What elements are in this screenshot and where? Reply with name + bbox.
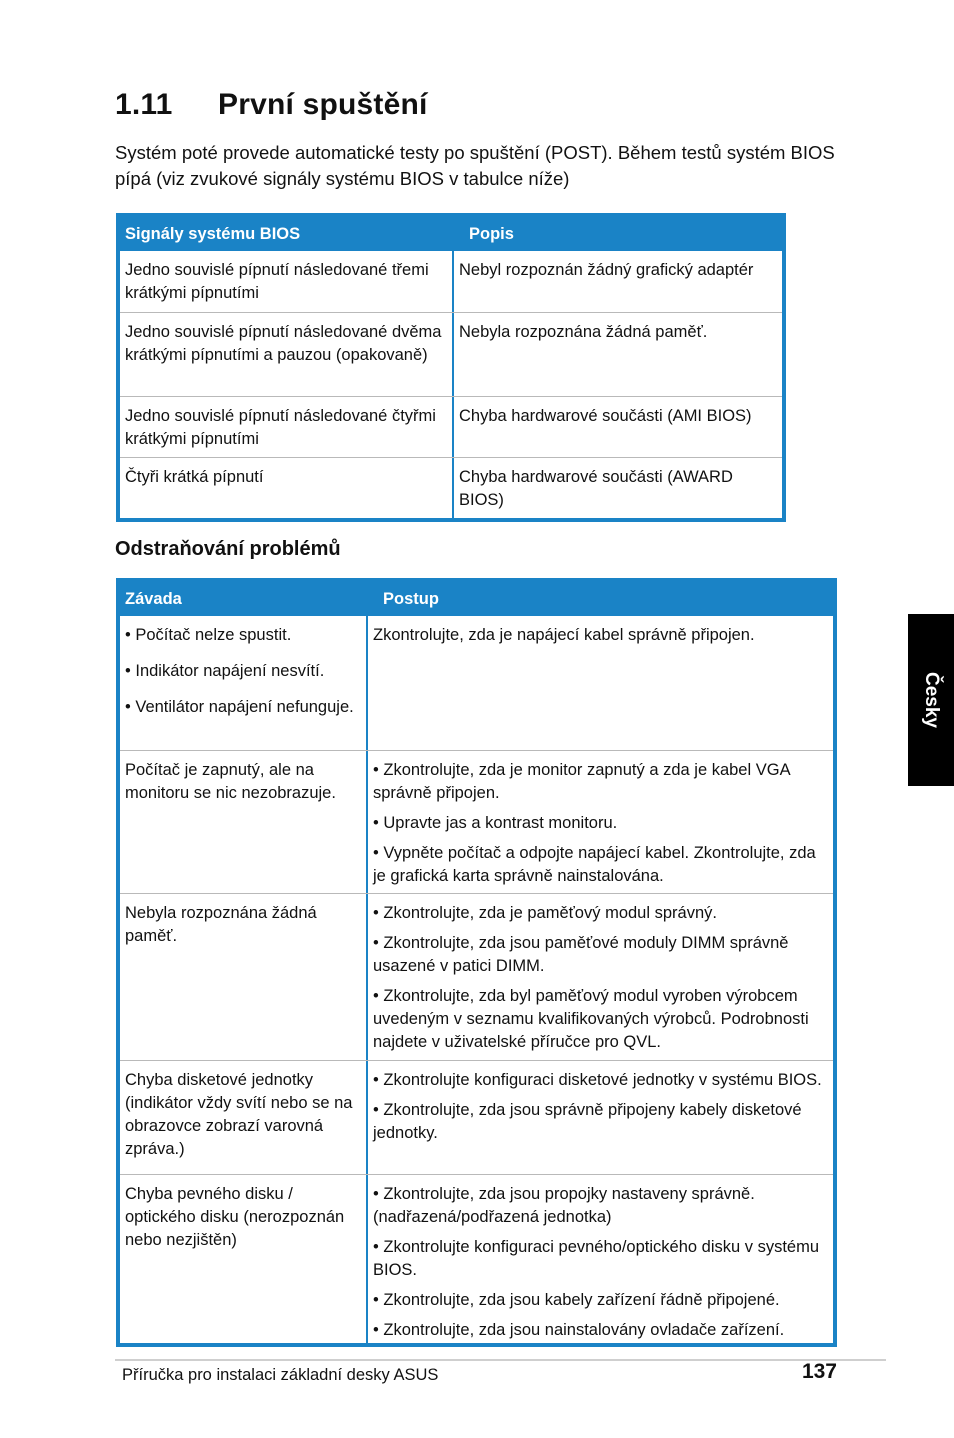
language-label: Česky [921, 672, 942, 728]
table-row [120, 750, 833, 893]
intro-paragraph: Systém poté provede automatické testy po spuštění (POST). Během testů systém BIOS pípá (viz zvukové signály systému BIOS v tabulce níže) [115, 142, 835, 189]
footer-divider [115, 1359, 886, 1361]
table-row [120, 312, 782, 396]
table-row [120, 1174, 833, 1343]
step-item: • Zkontrolujte, zda jsou propojky nastaveny správně. (nadřazená/podřazená jednotka) [373, 1185, 755, 1226]
step-item: • Zkontrolujte konfiguraci disketové jednotky v systému BIOS. [373, 1071, 822, 1089]
troubleshooting-table [116, 578, 837, 1347]
column-header: Postup [383, 589, 439, 608]
beep-description: Nebyl rozpoznán žádný grafický adaptér [459, 261, 754, 279]
table-body [120, 251, 782, 518]
step-item: • Upravte jas a kontrast monitoru. [373, 814, 618, 832]
fault-item: Chyba pevného disku / optického disku (nerozpoznán nebo nezjištěn) [125, 1185, 345, 1249]
beep-signal: Jedno souvislé pípnutí následované čtyřmi krátkými pípnutími [120, 397, 454, 457]
fault-cell [120, 1061, 368, 1174]
steps-cell [368, 894, 833, 1060]
fault-item: Nebyla rozpoznána žádná paměť. [125, 904, 317, 945]
column-header: Signály systému BIOS [125, 224, 301, 243]
table-row [120, 457, 782, 518]
section-title: První spuštění [218, 88, 428, 121]
step-item: • Zkontrolujte konfiguraci pevného/optického disku v systému BIOS. [373, 1238, 820, 1279]
fault-item: Počítač je zapnutý, ale na monitoru se nic nezobrazuje. [125, 761, 336, 802]
step-item: • Vypněte počítač a odpojte napájecí kabel. Zkontrolujte, zda je grafická karta správně nainstalována. [373, 844, 816, 885]
table-row [120, 616, 833, 750]
step-item: • Zkontrolujte, zda jsou paměťové moduly DIMM správně usazené v patici DIMM. [373, 934, 789, 975]
beep-signal: Jedno souvislé pípnutí následované třemi krátkými pípnutími [120, 251, 454, 312]
fault-item: • Indikátor napájení nesvítí. [125, 662, 325, 680]
table-row [120, 1060, 833, 1174]
step-item: • Zkontrolujte, zda je monitor zapnutý a zda je kabel VGA správně připojen. [373, 761, 790, 802]
table-row [120, 893, 833, 1060]
section-heading [115, 88, 428, 122]
table-row [120, 396, 782, 457]
fault-cell [120, 1175, 368, 1343]
fault-item: • Ventilátor napájení nefunguje. [125, 698, 354, 716]
steps-cell [368, 1175, 833, 1343]
fault-cell [120, 894, 368, 1060]
troubleshooting-heading: Odstraňování problémů [115, 538, 341, 560]
bios-beep-table [116, 213, 786, 522]
step-item: • Zkontrolujte, zda jsou správně připojeny kabely disketové jednotky. [373, 1101, 802, 1142]
table-row [120, 251, 782, 312]
beep-signal: Čtyři krátká pípnutí [120, 458, 454, 518]
fault-cell [120, 616, 368, 750]
fault-item: Chyba disketové jednotky (indikátor vždy svítí nebo se na obrazovce zobrazí varovná zpráva.) [125, 1071, 353, 1158]
step-item: • Zkontrolujte, zda byl paměťový modul vyroben výrobcem uvedeným v seznamu kvalifikovaných výrobců. Podrobnosti najdete v uživatelské příručce pro QVL. [373, 987, 809, 1051]
step-item: • Zkontrolujte, zda jsou nainstalovány ovladače zařízení. [373, 1321, 785, 1339]
steps-cell [368, 751, 833, 893]
beep-signal: Jedno souvislé pípnutí následované dvěma krátkými pípnutími a pauzou (opakovaně) [120, 313, 454, 396]
section-number: 1.11 [115, 88, 173, 121]
table-header-row [120, 582, 833, 616]
footer-text: Příručka pro instalaci základní desky ASUS [122, 1366, 439, 1384]
page-number: 137 [801, 1360, 837, 1383]
steps-cell [368, 616, 833, 750]
column-header: Popis [469, 224, 514, 243]
step-item: Zkontrolujte, zda je napájecí kabel správně připojen. [373, 626, 755, 644]
fault-item: • Počítač nelze spustit. [125, 626, 292, 644]
table-header-row [120, 217, 782, 251]
beep-description: Chyba hardwarové součásti (AMI BIOS) [459, 407, 752, 425]
beep-description: Chyba hardwarové součásti (AWARD BIOS) [459, 468, 733, 509]
column-header: Závada [125, 589, 182, 608]
table-body [120, 616, 833, 1343]
step-item: • Zkontrolujte, zda jsou kabely zařízení řádně připojené. [373, 1291, 780, 1309]
steps-cell [368, 1061, 833, 1174]
step-item: • Zkontrolujte, zda je paměťový modul správný. [373, 904, 717, 922]
fault-cell [120, 751, 368, 893]
language-side-tab [908, 614, 954, 786]
beep-description: Nebyla rozpoznána žádná paměť. [459, 323, 708, 341]
